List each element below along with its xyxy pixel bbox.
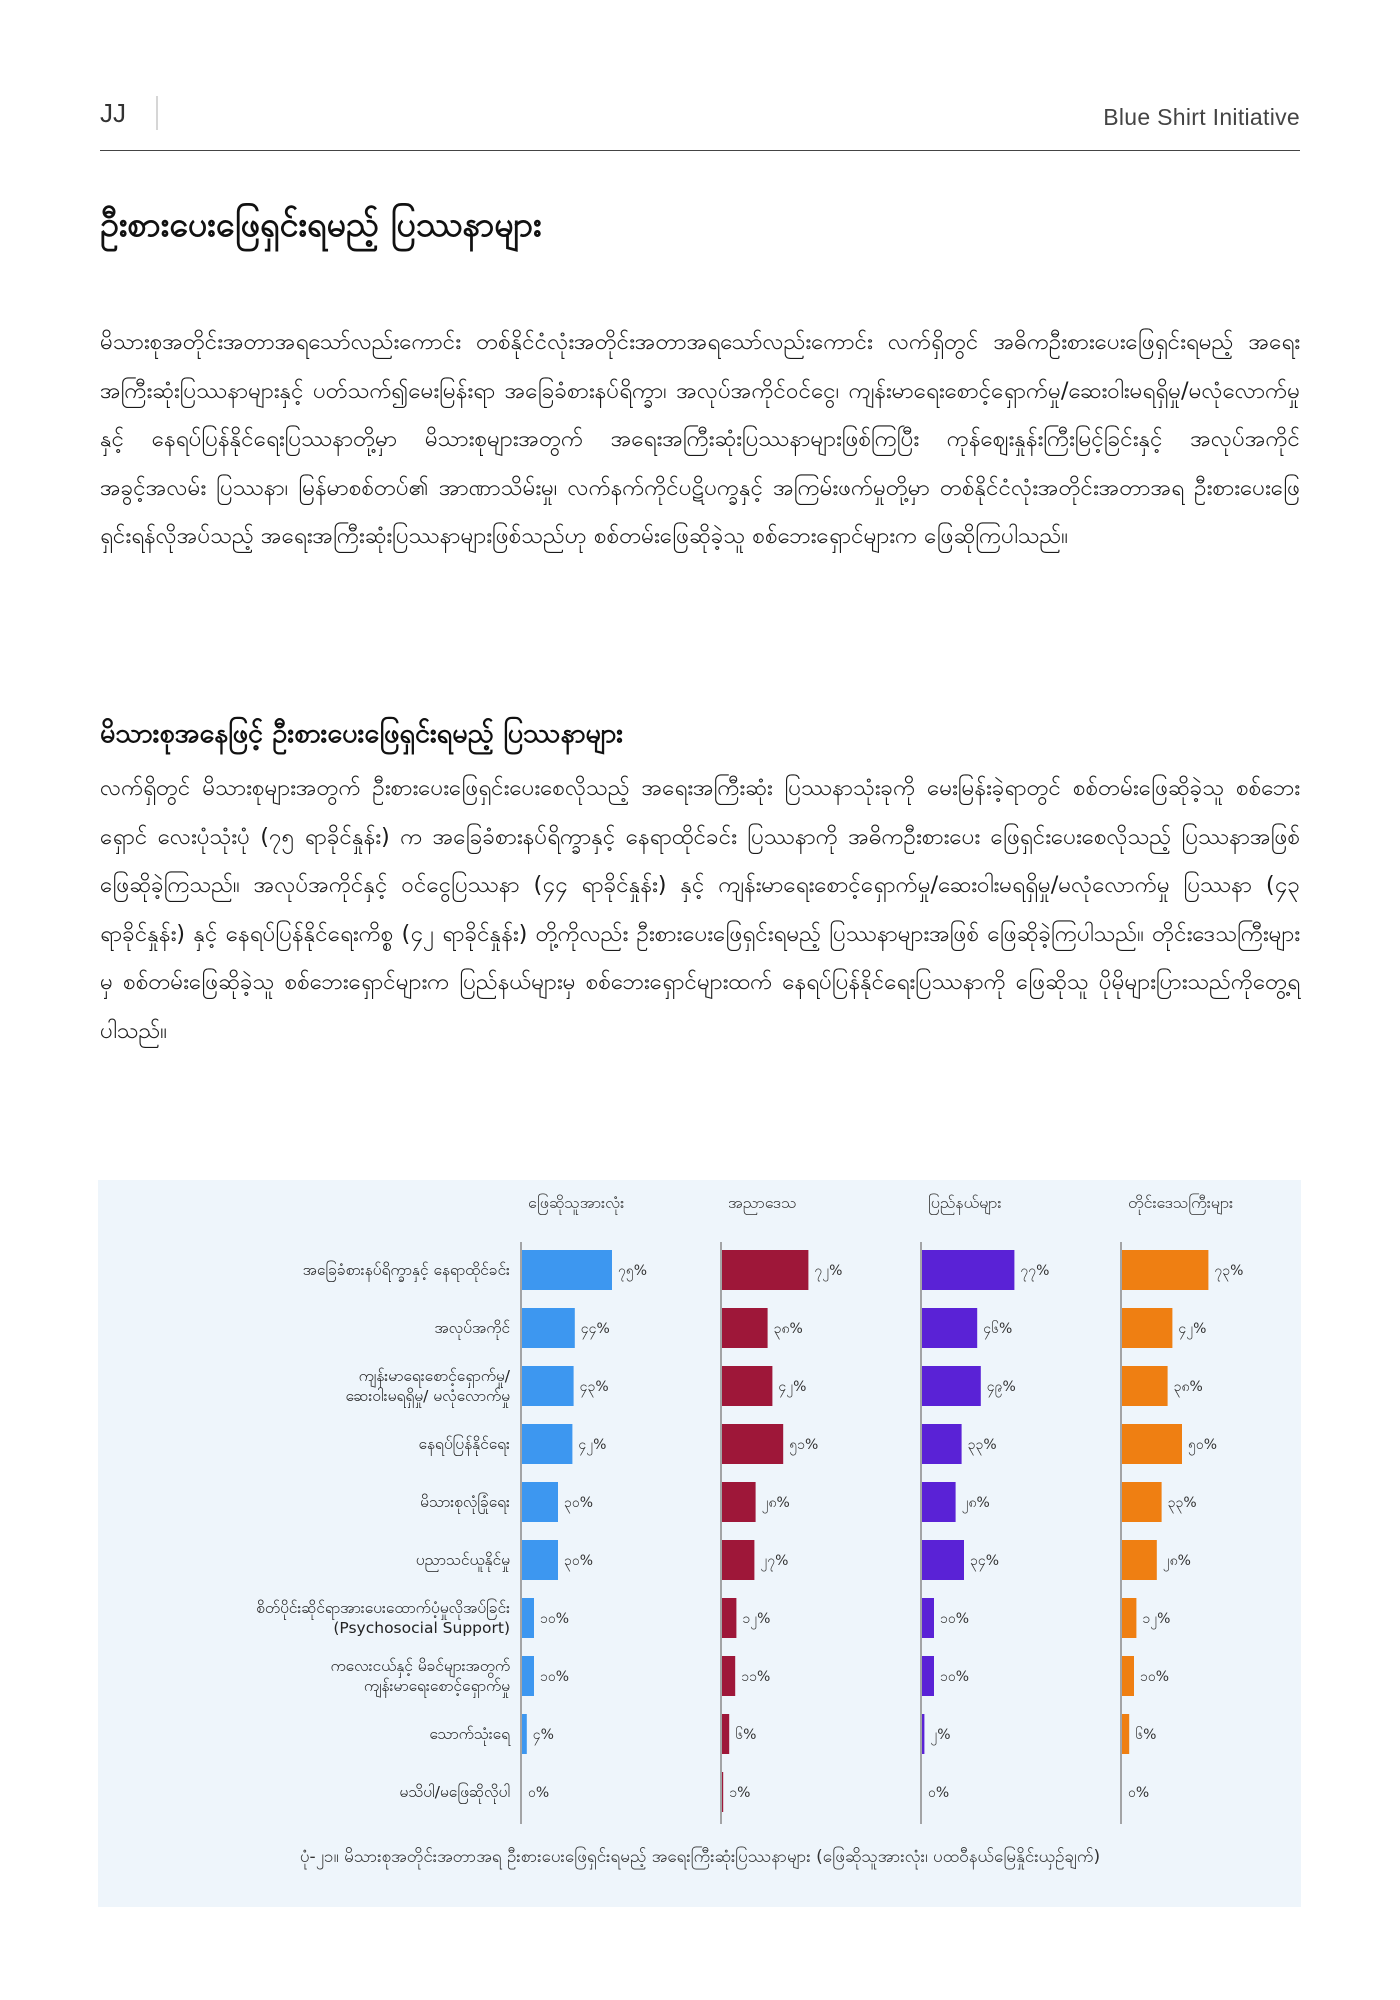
chart-panel [98,1180,1301,1907]
subsection-paragraph: လက်ရှိတွင် မိသားစုများအတွက် ဦးစားပေးဖြေရှင်းပေးစေလိုသည့် အရေးအကြီးဆုံး ပြဿနာသုံးခုကို မေးမြန်းခဲ့ရာတွင် စစ်တမ်းဖြေဆိုခဲ့သူ စစ်ဘေးရှောင် လေးပုံသုံးပုံ (၇၅ ရာခိုင်နှုန်း) က အခြေခံစားနပ်ရိက္ခာနှင့် နေရာထိုင်ခင်း ပြဿနာကို အဓိကဦးစားပေး ဖြေရှင်းပေးစေလိုသည့် ပြဿနာအဖြစ် ဖြေဆိုခဲ့ကြသည်။ အလုပ်အကိုင်နှင့် ဝင်ငွေပြဿနာ (၄၄ ရာခိုင်နှုန်း) နှင့် ကျန်းမာရေးစောင့်ရှောက်မှု/ဆေးဝါးမရရှိမှု/မလုံလောက်မှု ပြဿနာ (၄၃ ရာခိုင်နှုန်း) နှင့် နေရပ်ပြန်နိုင်ရေးကိစ္စ (၄၂ ရာခိုင်နှုန်း) တို့ကိုလည်း ဦးစားပေးဖြေရှင်းရမည့် ပြဿနာများအဖြစ် ဖြေဆိုခဲ့ကြပါသည်။ တိုင်းဒေသကြီးများမှ စစ်တမ်းဖြေဆိုခဲ့သူ စစ်ဘေးရှောင်များက ပြည်နယ်များမှ စစ်ဘေးရှောင်များထက် နေရပ်ပြန်နိုင်ရေးပြဿနာကို ဖြေဆိုသူ ပိုမိုများပြားသည်ကိုတွေ့ရပါသည်။ [100,775,1300,1044]
bar-1-0 [722,1250,808,1290]
section-paragraph: မိသားစုအတိုင်းအတာအရသော်လည်းကောင်း တစ်နိုင်ငံလုံးအတိုင်းအတာအရသော်လည်းကောင်း လက်ရှိတွင် အဓိကဦးစားပေးဖြေရှင်းရမည့် အရေးအကြီးဆုံးပြဿနာများနှင့် ပတ်သက်၍မေးမြန်းရာ အခြေခံစားနပ်ရိက္ခာ၊ အလုပ်အကိုင်ဝင်ငွေ၊ ကျန်းမာရေးစောင့်ရှောက်မှု/ဆေးဝါးမရရှိမှု/မလုံလောက်မှုနှင့် နေရပ်ပြန်နိုင်ရေးပြဿနာတို့မှာ မိသားစုများအတွက် အရေးအကြီးဆုံးပြဿနာများဖြစ်ကြပြီး ကုန်ဈေးနှုန်းကြီးမြင့်ခြင်းနှင့် အလုပ်အကိုင်အခွင့်အလမ်း ပြဿနာ၊ မြန်မာစစ်တပ်၏ အာဏာသိမ်းမှု၊ လက်နက်ကိုင်ပဋိပက္ခနှင့် အကြမ်းဖက်မှုတို့မှာ တစ်နိုင်ငံလုံးအတိုင်းအတာအရ ဦးစားပေးဖြေရှင်းရန်လိုအပ်သည့် အရေးအကြီးဆုံးပြဿနာများဖြစ်သည်ဟု စစ်တမ်းဖြေဆိုခဲ့သူ စစ်ဘေးရှောင်များက ဖြေဆိုကြပါသည်။ [100,329,1300,549]
bar-1-7 [722,1656,735,1696]
bar-0-4 [522,1482,558,1522]
category-label: (Psychosocial Support) [333,1619,510,1637]
value-label-0-5: ၃၀% [564,1553,594,1569]
value-label-1-6: ၁၂% [742,1611,771,1627]
category-label: စိတ်ပိုင်းဆိုင်ရာအားပေးထောက်ပံ့မှုလိုအပ်ခြင်း [256,1599,510,1617]
category-label: အလုပ်အကိုင် [434,1319,510,1337]
category-label: ပညာသင်ယူနိုင်မှု [415,1551,510,1569]
value-label-0-2: ၄၃% [579,1379,609,1395]
value-label-0-9: ၀% [528,1785,550,1801]
value-label-1-7: ၁၁% [741,1669,771,1685]
page-number: JJ [100,98,126,128]
bar-1-4 [722,1482,756,1522]
bar-1-3 [722,1424,783,1464]
value-label-1-5: ၂၇% [760,1553,789,1569]
value-label-0-1: ၄၄% [580,1321,610,1337]
subsection-heading: မိသားစုအနေဖြင့် ဦးစားပေးဖြေရှင်းရမည့် ပြဿနာများ [100,718,624,749]
category-label: ဆေးဝါးမရရှိမှု/ မလုံလောက်မှု [345,1387,510,1405]
value-label-0-0: ၇၅% [618,1263,648,1279]
bar-3-6 [1122,1598,1136,1638]
value-label-2-2: ၄၉% [986,1379,1016,1395]
bar-3-1 [1122,1308,1172,1348]
category-label: အခြေခံစားနပ်ရိက္ခာနှင့် နေရာထိုင်ခင်း [302,1261,510,1279]
value-label-3-7: ၁၀% [1140,1669,1170,1685]
bar-0-8 [522,1714,527,1754]
category-label: ကျန်းမာရေးစောင့်ရှောက်မှု [363,1677,510,1695]
bar-2-3 [922,1424,962,1464]
bar-1-5 [722,1540,754,1580]
chart-caption: ပုံ-၂၁။ မိသားစုအတိုင်းအတာအရ ဦးစားပေးဖြေရှင်းရမည့် အရေးကြီးဆုံးပြဿနာများ (ဖြေဆိုသူအားလုံး၊ ပထဝီနယ်မြေနှိုင်းယှဉ်ချက်) [299,1847,1101,1867]
value-label-3-9: ၀% [1128,1785,1150,1801]
bar-1-9 [722,1772,723,1812]
header-rule [100,150,1300,151]
bar-2-4 [922,1482,956,1522]
value-label-2-6: ၁၀% [940,1611,970,1627]
bar-2-0 [922,1250,1014,1290]
value-label-3-6: ၁၂% [1142,1611,1171,1627]
value-label-2-8: ၂% [930,1727,951,1743]
bar-3-3 [1122,1424,1182,1464]
bar-3-2 [1122,1366,1168,1406]
value-label-1-3: ၅၁% [789,1437,819,1453]
page-number-divider [156,96,158,130]
value-label-0-4: ၃၀% [564,1495,594,1511]
series-header-3: တိုင်းဒေသကြီးများ [1128,1193,1234,1212]
section-heading: ဦးစားပေးဖြေရှင်းရမည့် ပြဿနာများ [100,205,542,245]
category-label: ကျန်းမာရေးစောင့်ရှောက်မှု/ [358,1367,510,1385]
bar-2-6 [922,1598,934,1638]
value-label-0-8: ၄% [532,1727,554,1743]
bar-0-1 [522,1308,575,1348]
priority-problems-chart [98,1180,1301,1907]
category-label: မိသားစုလုံခြုံရေး [420,1493,510,1511]
value-label-2-5: ၃၄% [970,1553,1000,1569]
bar-0-2 [522,1366,574,1406]
value-label-2-9: ၀% [928,1785,950,1801]
bar-0-3 [522,1424,572,1464]
value-label-3-1: ၄၂% [1178,1321,1207,1337]
value-label-1-4: ၂၈% [761,1495,790,1511]
bar-3-4 [1122,1482,1162,1522]
value-label-2-3: ၃၃% [967,1437,997,1453]
value-label-0-3: ၄၂% [578,1437,607,1453]
series-header-1: အညာဒေသ [728,1193,797,1212]
bar-1-6 [722,1598,736,1638]
bar-1-8 [722,1714,729,1754]
bar-2-2 [922,1366,981,1406]
bar-1-1 [722,1308,768,1348]
bar-0-5 [522,1540,558,1580]
bar-1-2 [722,1366,772,1406]
value-label-3-0: ၇၃% [1214,1263,1244,1279]
bar-2-5 [922,1540,964,1580]
series-header-0: ဖြေဆိုသူအားလုံး [528,1193,625,1212]
value-label-2-1: ၄၆% [983,1321,1013,1337]
value-label-3-5: ၂၈% [1162,1553,1191,1569]
bar-3-0 [1122,1250,1208,1290]
organization-name: Blue Shirt Initiative [1103,104,1300,130]
value-label-3-4: ၃၃% [1167,1495,1197,1511]
value-label-3-2: ၃၈% [1173,1379,1203,1395]
value-label-1-0: ၇၂% [814,1263,843,1279]
value-label-1-9: ၁% [729,1785,751,1801]
bar-3-8 [1122,1714,1129,1754]
category-label: နေရပ်ပြန်နိုင်ရေး [418,1435,510,1453]
value-label-1-2: ၄၂% [778,1379,807,1395]
category-label: ကလေးငယ်နှင့် မိခင်များအတွက် [330,1657,510,1675]
category-label: သောက်သုံးရေ [429,1725,510,1743]
bar-0-0 [522,1250,612,1290]
bar-3-5 [1122,1540,1157,1580]
bar-0-7 [522,1656,534,1696]
category-label: မသိပါ/မဖြေဆိုလိုပါ [399,1783,510,1801]
value-label-2-0: ၇၇% [1020,1263,1050,1279]
series-header-2: ပြည်နယ်များ [928,1193,1002,1212]
bar-0-6 [522,1598,534,1638]
bar-3-7 [1122,1656,1134,1696]
value-label-1-1: ၃၈% [773,1321,803,1337]
value-label-0-7: ၁၀% [540,1669,570,1685]
bar-2-8 [922,1714,924,1754]
bar-2-7 [922,1656,934,1696]
bar-2-1 [922,1308,977,1348]
value-label-2-4: ၂၈% [961,1495,990,1511]
value-label-1-8: ၆% [735,1727,757,1743]
value-label-3-3: ၅၀% [1188,1437,1218,1453]
value-label-3-8: ၆% [1135,1727,1157,1743]
value-label-2-7: ၁၀% [940,1669,970,1685]
value-label-0-6: ၁၀% [540,1611,570,1627]
